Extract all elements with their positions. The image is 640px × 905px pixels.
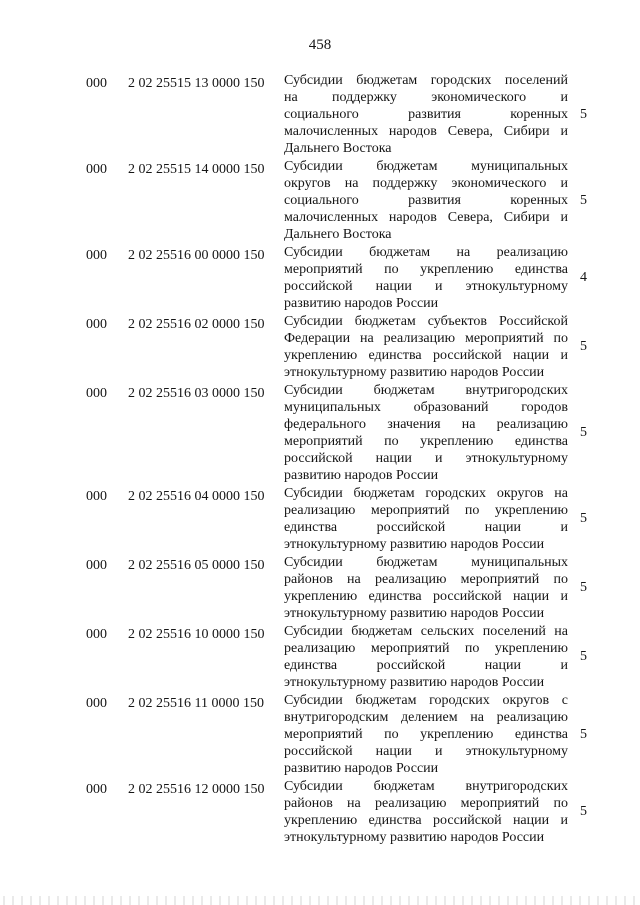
description-line: районов на реализацию мероприятий по [284, 572, 568, 587]
budget-classification-code: 2 02 25516 02 0000 150 [128, 317, 265, 332]
description-line: этнокультурному развитию народов России [284, 675, 545, 690]
page-number: 458 [308, 37, 332, 53]
income-description [284, 244, 568, 312]
income-description [284, 485, 568, 553]
description-line: укреплению единства российской нации и [284, 589, 568, 604]
description-line: на поддержку экономического и [284, 90, 568, 105]
income-description [284, 778, 568, 846]
row-value: 4 [580, 270, 587, 285]
row-value: 5 [580, 726, 587, 742]
description-line: этнокультурному развитию народов России [284, 537, 545, 552]
budget-classification-code: 2 02 25515 13 0000 150 [128, 76, 265, 91]
table-row [0, 244, 640, 312]
scan-edge-artifact [0, 896, 640, 905]
row-value: 5 [580, 106, 587, 122]
description-line: Субсидии бюджетам городских округов на [284, 486, 568, 501]
income-description [284, 72, 568, 157]
row-value: 5 [580, 649, 587, 664]
description-line: этнокультурному развитию народов России [284, 365, 545, 380]
budget-classification-code: 2 02 25516 12 0000 150 [128, 782, 265, 797]
description-line: Субсидии бюджетам субъектов Российской [284, 314, 568, 329]
admin-code: 000 [86, 696, 107, 711]
description-line: Субсидии бюджетам муниципальных [284, 159, 568, 174]
budget-classification-code: 2 02 25516 00 0000 150 [128, 248, 265, 263]
income-description [284, 313, 568, 381]
description-line: российской нации и этнокультурному [284, 744, 568, 759]
table-row [0, 485, 640, 553]
budget-classification-code: 2 02 25516 11 0000 150 [128, 696, 264, 711]
admin-code: 000 [86, 558, 107, 573]
admin-code: 000 [86, 248, 107, 263]
table-row [0, 158, 640, 243]
income-description [284, 623, 568, 691]
table-row [0, 313, 640, 381]
row-value: 5 [580, 511, 587, 526]
description-line: Субсидии бюджетам внутригородских [284, 383, 568, 398]
description-line: реализацию мероприятий по укреплению [284, 503, 568, 518]
description-line: Федерации на реализацию мероприятий по [284, 331, 568, 346]
row-value: 5 [580, 192, 587, 208]
description-line: единства российской нации и [284, 520, 568, 535]
description-line: реализацию мероприятий по укреплению [284, 641, 568, 656]
description-line: Субсидии бюджетам сельских поселений на [284, 624, 568, 639]
description-line: российской нации и этнокультурному [284, 451, 568, 466]
description-line: этнокультурному развитию народов России [284, 606, 545, 621]
admin-code: 000 [86, 489, 107, 504]
description-line: Субсидии бюджетам внутригородских [284, 779, 568, 794]
table-row [0, 382, 640, 484]
admin-code: 000 [86, 76, 107, 91]
description-line: муниципальных образований городов [284, 400, 568, 415]
admin-code: 000 [86, 162, 107, 177]
description-line: российской нации и этнокультурному [284, 279, 568, 294]
description-line: укреплению единства российской нации и [284, 348, 568, 363]
description-line: мероприятий по укреплению единства [284, 262, 568, 277]
description-line: районов на реализацию мероприятий по [284, 796, 568, 811]
budget-classification-code: 2 02 25516 10 0000 150 [128, 627, 265, 642]
description-line: развитию народов России [284, 296, 439, 311]
table-row [0, 778, 640, 846]
description-line: мероприятий по укреплению единства [284, 727, 568, 742]
income-description [284, 382, 568, 484]
description-line: развитию народов России [284, 761, 439, 776]
admin-code: 000 [86, 782, 107, 797]
table-row [0, 554, 640, 622]
row-value: 5 [580, 339, 587, 354]
description-line: социального развития коренных [284, 193, 568, 208]
description-line: Дальнего Востока [284, 141, 392, 156]
description-line: внутригородским делением на реализацию [284, 710, 568, 725]
description-line: федерального значения на реализацию [284, 417, 568, 432]
budget-classification-code: 2 02 25516 04 0000 150 [128, 489, 265, 504]
income-description [284, 692, 568, 777]
description-line: Субсидии бюджетам городских округов с [284, 693, 568, 708]
description-line: укреплению единства российской нации и [284, 813, 568, 828]
budget-classification-code: 2 02 25515 14 0000 150 [128, 162, 265, 177]
description-line: социального развития коренных [284, 107, 568, 122]
description-line: малочисленных народов Севера, Сибири и [284, 124, 568, 139]
description-line: округов на поддержку экономического и [284, 176, 568, 191]
row-value: 5 [580, 425, 587, 440]
description-line: малочисленных народов Севера, Сибири и [284, 210, 568, 225]
budget-classification-code: 2 02 25516 03 0000 150 [128, 386, 265, 401]
admin-code: 000 [86, 386, 107, 401]
table-row [0, 623, 640, 691]
description-line: мероприятий по укреплению единства [284, 434, 568, 449]
description-line: Субсидии бюджетам городских поселений [284, 73, 568, 88]
table-row [0, 72, 640, 157]
description-line: Дальнего Востока [284, 227, 392, 242]
budget-classification-code: 2 02 25516 05 0000 150 [128, 558, 265, 573]
description-line: этнокультурному развитию народов России [284, 830, 545, 845]
admin-code: 000 [86, 627, 107, 642]
income-description [284, 158, 568, 243]
description-line: Субсидии бюджетам на реализацию [284, 245, 568, 260]
description-line: единства российской нации и [284, 658, 568, 673]
table-row [0, 692, 640, 777]
description-line: Субсидии бюджетам муниципальных [284, 555, 568, 570]
row-value: 5 [580, 580, 587, 595]
admin-code: 000 [86, 317, 107, 332]
description-line: развитию народов России [284, 468, 439, 483]
income-description [284, 554, 568, 622]
row-value: 5 [580, 804, 587, 819]
